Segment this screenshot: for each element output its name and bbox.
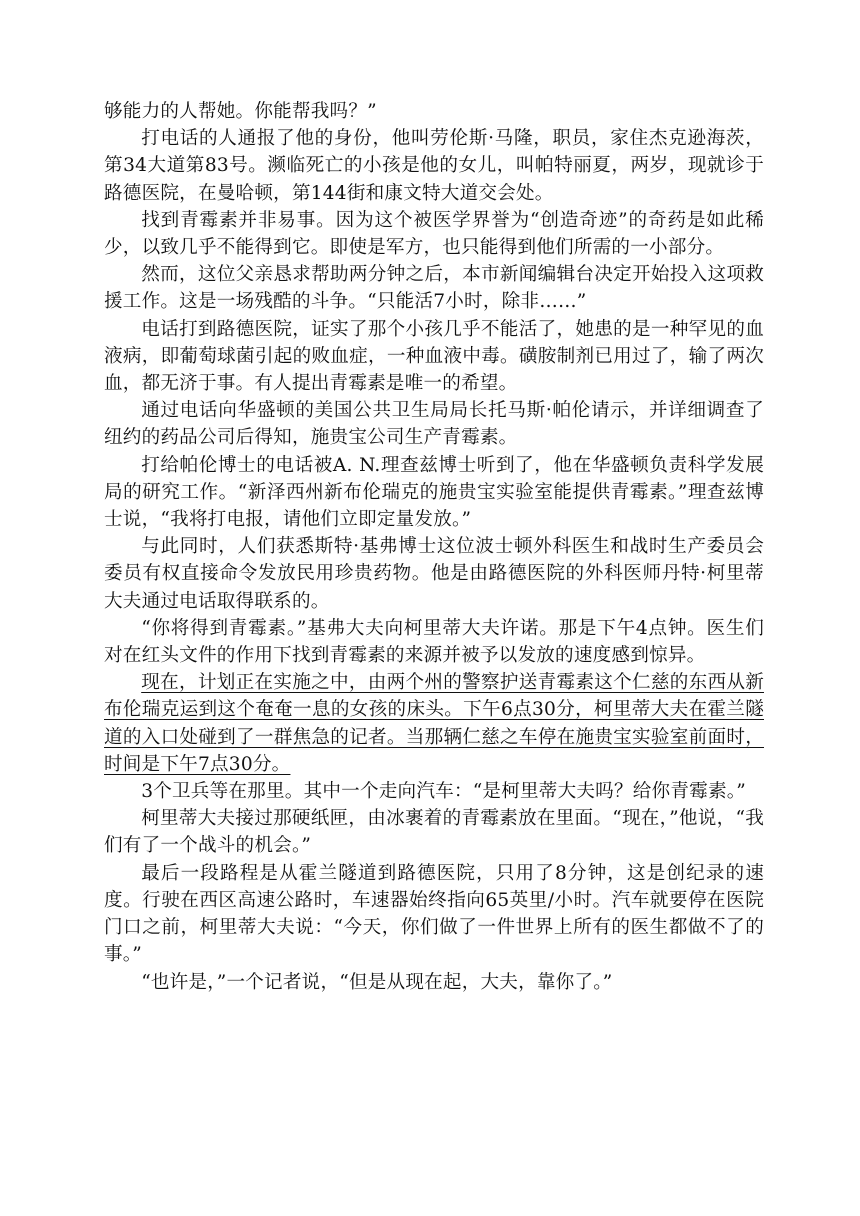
article-body xyxy=(104,98,764,996)
paragraph: 打电话的人通报了他的身份，他叫劳伦斯·马隆，职员，家住杰克逊海茨，第34大道第83号。濒临死亡的小孩是他的女儿，叫帕特丽夏，两岁，现就诊于路德医院，在曼哈顿，第144街和康文特大道交会处。 xyxy=(104,128,764,204)
paragraph: 打给帕伦博士的电话被A. N.理查兹博士听到了，他在华盛顿负责科学发展局的研究工作。“新泽西州新布伦瑞克的施贵宝实验室能提供青霉素。”理查兹博士说，“我将打电报，请他们立即定量发放。” xyxy=(104,454,764,531)
paragraph: “你将得到青霉素。”基弗大夫向柯里蒂大夫许诺。那是下午4点钟。医生们对在红头文件的作用下找到青霉素的来源并被予以发放的速度感到惊异。 xyxy=(104,617,764,667)
paragraph: 3个卫兵等在那里。其中一个走向汽车：“是柯里蒂大夫吗？给你青霉素。” xyxy=(141,781,746,803)
paragraph: 与此同时，人们获悉斯特·基弗博士这位波士顿外科医生和战时生产委员会委员有权直接命令发放民用珍贵药物。他是由路德医院的外科医师丹特·柯里蒂大夫通过电话取得联系的。 xyxy=(104,536,764,612)
underlined-passage: 现在，计划正在实施之中，由两个州的警察护送青霉素这个仁慈的东西从新布伦瑞克运到这个奄奄一息的女孩的床头。下午6点30分，柯里蒂大夫在霍兰隧道的入口处碰到了一群焦急的记者。当那辆仁慈之车停在施贵宝实验室前面时，时间是下午7点30分。 xyxy=(104,672,764,775)
paragraph: 够能力的人帮她。你能帮我吗？” xyxy=(104,101,377,122)
paragraph: “也许是，”一个记者说，“但是从现在起，大夫，靠你了。” xyxy=(141,971,613,993)
paragraph: 最后一段路程是从霍兰隧道到路德医院，只用了8分钟，这是创纪录的速度。行驶在西区高速公路时，车速器始终指向65英里/小时。汽车就要停在医院门口之前，柯里蒂大夫说：“今天，你们做了一件世界上所有的医生都做不了的事。” xyxy=(104,862,764,966)
paragraph: 然而，这位父亲恳求帮助两分钟之后，本市新闻编辑台决定开始投入这项救援工作。这是一场残酷的斗争。“只能活7小时，除非……” xyxy=(104,264,764,313)
paragraph: 电话打到路德医院，证实了那个小孩几乎不能活了，她患的是一种罕见的血液病，即葡萄球菌引起的败血症，一种血液中毒。磺胺制剂已用过了，输了两次血，都无济于事。有人提出青霉素是唯一的希望。 xyxy=(104,318,764,395)
paragraph: 通过电话向华盛顿的美国公共卫生局局长托马斯·帕伦请示，并详细调查了纽约的药品公司后得知，施贵宝公司生产青霉素。 xyxy=(104,400,764,449)
paragraph: 找到青霉素并非易事。因为这个被医学界誉为“创造奇迹”的奇药是如此稀少，以致几乎不能得到它。即使是军方，也只能得到他们所需的一小部分。 xyxy=(104,209,764,259)
paragraph: 柯里蒂大夫接过那硬纸匣，由冰裹着的青霉素放在里面。“现在，”他说，“我们有了一个战斗的机会。” xyxy=(104,808,764,857)
underlined-paragraph xyxy=(104,669,764,778)
